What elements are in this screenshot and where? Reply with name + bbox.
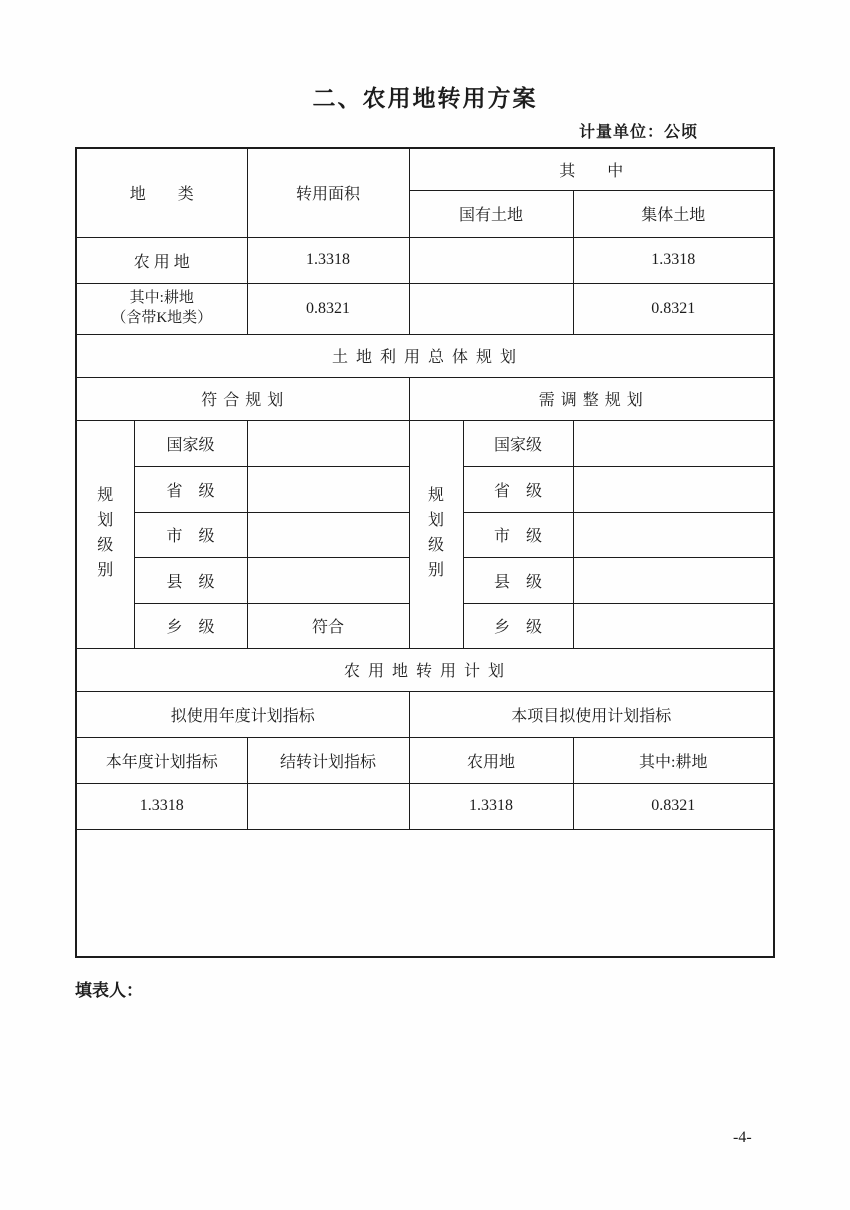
row-cultivated-label-line1: 其中:耕地 <box>129 290 194 306</box>
adjust-level-township-label: 乡 级 <box>463 603 573 648</box>
adjust-level-axis-label: 规划级别 <box>428 487 445 579</box>
conform-level-county-label: 县 级 <box>134 557 247 603</box>
header-of-which: 其 中 <box>409 148 774 190</box>
conform-level-province-label: 省 级 <box>134 466 247 512</box>
adjust-level-county-label: 县 级 <box>463 557 573 603</box>
header-adjust-planning: 需 调 整 规 划 <box>409 377 774 420</box>
land-conversion-table <box>75 147 775 958</box>
adjust-level-national-value <box>573 420 774 466</box>
adjust-level-province-label: 省 级 <box>463 466 573 512</box>
row-agri-total: 1.3318 <box>247 237 409 283</box>
col-header-agri-land: 农用地 <box>409 737 573 783</box>
row-cultivated-state-owned <box>409 283 573 334</box>
row-agri-label: 农 用 地 <box>76 237 247 283</box>
header-state-owned-land: 国有土地 <box>409 190 573 237</box>
row-agri-state-owned <box>409 237 573 283</box>
preparer-label: 填表人： <box>75 981 143 1000</box>
value-carryover-quota <box>247 783 409 829</box>
remarks-empty-cell <box>76 829 774 957</box>
adjust-level-national-label: 国家级 <box>463 420 573 466</box>
conform-level-township-value: 符合 <box>247 603 409 648</box>
page-title: 二、农用地转用方案 <box>312 85 538 111</box>
conform-level-national-label: 国家级 <box>134 420 247 466</box>
header-land-type: 地 类 <box>76 148 247 237</box>
adjust-level-axis <box>409 420 463 648</box>
conform-level-national-value <box>247 420 409 466</box>
section-overall-planning-title: 土 地 利 用 总 体 规 划 <box>76 334 774 377</box>
row-cultivated-label <box>76 283 247 334</box>
conform-level-province-value <box>247 466 409 512</box>
table-row <box>76 283 774 334</box>
row-cultivated-total: 0.8321 <box>247 283 409 334</box>
row-cultivated-label-line2: （含带K地类） <box>111 309 213 326</box>
row-agri-collective: 1.3318 <box>573 237 774 283</box>
header-project-plan-quota: 本项目拟使用计划指标 <box>409 691 774 737</box>
page-number: -4- <box>733 1129 752 1146</box>
conform-level-axis <box>76 420 134 648</box>
conform-level-city-label: 市 级 <box>134 512 247 557</box>
header-collective-land: 集体土地 <box>573 190 774 237</box>
header-annual-plan-quota: 拟使用年度计划指标 <box>76 691 409 737</box>
adjust-level-province-value <box>573 466 774 512</box>
header-conform-planning: 符 合 规 划 <box>76 377 409 420</box>
conform-level-county-value <box>247 557 409 603</box>
col-header-carryover-quota: 结转计划指标 <box>247 737 409 783</box>
adjust-level-township-value <box>573 603 774 648</box>
value-current-year-quota: 1.3318 <box>76 783 247 829</box>
row-cultivated-collective: 0.8321 <box>573 283 774 334</box>
table-row <box>76 420 774 466</box>
conform-level-township-label: 乡 级 <box>134 603 247 648</box>
conform-level-axis-label: 规划级别 <box>97 487 114 579</box>
adjust-level-city-label: 市 级 <box>463 512 573 557</box>
col-header-current-year-quota: 本年度计划指标 <box>76 737 247 783</box>
col-header-of-which-cultivated: 其中:耕地 <box>573 737 774 783</box>
conform-level-city-value <box>247 512 409 557</box>
adjust-level-county-value <box>573 557 774 603</box>
value-of-which-cultivated: 0.8321 <box>573 783 774 829</box>
measurement-unit-note: 计量单位：公顷 <box>578 124 698 141</box>
value-agri-land: 1.3318 <box>409 783 573 829</box>
header-conversion-area: 转用面积 <box>247 148 409 237</box>
table-row <box>76 783 774 829</box>
section-conversion-plan-title: 农 用 地 转 用 计 划 <box>76 648 774 691</box>
table-row <box>76 237 774 283</box>
adjust-level-city-value <box>573 512 774 557</box>
